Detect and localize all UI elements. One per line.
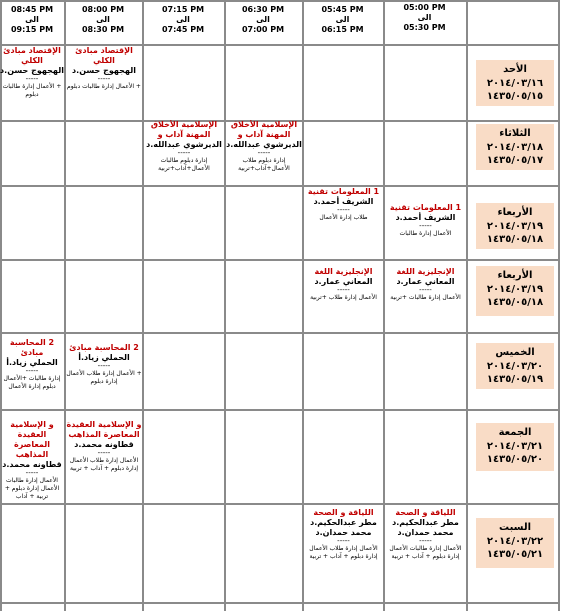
slot-end: 09:15 PM: [10, 25, 54, 34]
row-divider: [0, 503, 560, 505]
divider-text: -----: [97, 449, 111, 457]
audience-text: الأعمال إدارة طلاب الأعمال إدارة دبلوم + آداب + تربية: [309, 545, 378, 560]
course-title: اللياقة و الصحة: [313, 508, 374, 517]
day-label: [476, 203, 554, 249]
row-divider: [0, 409, 560, 411]
session-cell: [304, 508, 383, 602]
teacher-name: المعاني عمار.د: [314, 277, 373, 286]
audience-text: الأعمال إدارة طلاب الأعمال إدارة دبلوم + آداب + تربية: [69, 457, 139, 472]
row-divider: [0, 602, 560, 604]
divider-text: -----: [25, 469, 39, 477]
session-cell: [0, 46, 64, 120]
session-cell: [226, 120, 302, 185]
course-title: الإنجليزية اللغة: [314, 267, 373, 276]
divider-text: -----: [257, 149, 271, 157]
course-title: الإنجليزية اللغة: [396, 267, 455, 276]
hijri-date: ١٤٣٥/٠٥/١٧: [486, 155, 544, 166]
course-title: 1 المعلومات تقنية: [389, 203, 462, 212]
teacher-name: الشريف أحمد.د: [313, 197, 374, 206]
audience-text: طلاب إدارة الأعمال: [319, 214, 368, 221]
slot-separator: الى: [417, 13, 432, 22]
audience-text: إدارة طالبات +الأعمال دبلوم إدارة الأعمال: [3, 375, 61, 390]
audience-text: الأعمال إدارة طلاب +تربية: [310, 294, 377, 301]
session-cell: [304, 187, 383, 259]
teacher-name: الديرشوي عبدالله.د: [226, 140, 302, 149]
slot-separator: الى: [96, 15, 110, 24]
course-title: الإقتصاد مبادئ الكلي: [3, 46, 61, 65]
session-cell: [66, 46, 142, 120]
slot-end: 07:00 PM: [241, 25, 285, 34]
slot-start: 06:30 PM: [241, 5, 285, 14]
gregorian-date: ٢٠١٤/٠٣/٢٠: [486, 361, 544, 372]
audience-text: + الأعمال إدارة طالبات دبلوم: [67, 83, 141, 90]
day-label: [476, 124, 554, 170]
divider-text: -----: [419, 222, 432, 230]
time-slot-header: [64, 2, 142, 44]
course-title: 2 المحاسبة مبادئ: [69, 343, 139, 352]
divider-text: -----: [177, 149, 191, 157]
column-divider: [558, 0, 560, 611]
divider-text: -----: [337, 206, 350, 214]
course-title: و الإسلامية العقيدة المعاصرة المذاهب: [10, 420, 54, 459]
day-name: الأحد: [503, 64, 527, 75]
teacher-name: قطاونه محمد.د: [2, 460, 62, 469]
session-cell: [304, 267, 383, 332]
audience-text: الأعمال إدارة طالبات +تربية: [390, 294, 461, 301]
slot-separator: الى: [176, 15, 190, 24]
divider-text: -----: [419, 537, 432, 545]
hijri-date: ١٤٣٥/٠٥/٢٠: [486, 454, 544, 465]
slot-end: 08:30 PM: [81, 25, 125, 34]
slot-start: 08:00 PM: [81, 5, 125, 14]
hijri-date: ١٤٣٥/٠٥/١٨: [486, 297, 544, 308]
day-name: الخميس: [495, 347, 535, 358]
session-cell: [385, 508, 466, 602]
row-divider: [0, 259, 560, 261]
slot-separator: الى: [335, 15, 350, 24]
session-cell: [0, 420, 64, 503]
hijri-date: ١٤٣٥/٠٥/١٨: [486, 234, 544, 245]
column-divider: [142, 0, 144, 611]
slot-start: 05:00 PM: [403, 3, 446, 12]
gregorian-date: ٢٠١٤/٠٣/١٦: [486, 78, 544, 89]
audience-text: + الأعمال إدارة طلاب الأعمال إدارة دبلوم: [66, 370, 142, 385]
time-slot-header: [142, 2, 224, 44]
course-title: اللياقة و الصحة: [395, 508, 456, 517]
slot-separator: الى: [25, 15, 39, 24]
day-name: الجمعة: [498, 427, 532, 438]
teacher-name: الديرشوي عبدالله.د: [146, 140, 222, 149]
day-label: [476, 423, 554, 471]
column-divider: [466, 0, 468, 611]
day-name: الأربعاء: [497, 270, 533, 281]
day-label: [476, 343, 554, 389]
slot-start: 05:45 PM: [321, 5, 364, 14]
day-label: [476, 60, 554, 106]
divider-text: -----: [337, 537, 350, 545]
day-label: [476, 518, 554, 568]
audience-text: إدارة دبلوم طالبات الأعمال+آداب+تربية: [158, 157, 210, 172]
teacher-name: مطر عبدالحكيم.د محمد حمدان.د: [392, 518, 459, 537]
slot-end: 05:30 PM: [403, 23, 446, 32]
session-cell: [385, 203, 466, 259]
row-divider: [0, 332, 560, 334]
time-slot-header: [224, 2, 302, 44]
audience-text: إدارة دبلوم طلاب الأعمال+آداب+تربية: [238, 157, 290, 172]
course-title: الإسلامية الأخلاق المهنة آداب و: [230, 120, 298, 139]
time-slot-header: [302, 2, 383, 44]
day-name: الثلاثاء: [499, 128, 531, 139]
session-cell: [144, 120, 224, 185]
teacher-name: الهجهوج حسن.د: [0, 66, 64, 75]
gregorian-date: ٢٠١٤/٠٣/٢٢: [486, 536, 544, 547]
day-label: [476, 266, 554, 316]
teacher-name: قطاونه محمد.د: [74, 440, 134, 449]
day-name: الأربعاء: [497, 207, 533, 218]
gregorian-date: ٢٠١٤/٠٣/١٩: [486, 284, 544, 295]
slot-start: 08:45 PM: [10, 5, 54, 14]
session-cell: [0, 338, 64, 409]
gregorian-date: ٢٠١٤/٠٣/٢١: [486, 441, 544, 452]
divider-text: -----: [97, 362, 111, 370]
time-slot-header: [0, 2, 64, 44]
column-divider: [224, 0, 226, 611]
course-title: و الإسلامية العقيدة المعاصرة المذاهب: [66, 420, 142, 439]
divider-text: -----: [337, 286, 350, 294]
course-title: 2 المحاسبة مبادئ: [9, 338, 55, 357]
audience-text: + الأعمال إدارة طالبات دبلوم: [2, 83, 62, 98]
slot-separator: الى: [256, 15, 270, 24]
hijri-date: ١٤٣٥/٠٥/١٥: [486, 91, 544, 102]
gregorian-date: ٢٠١٤/٠٣/١٩: [486, 221, 544, 232]
session-cell: [66, 420, 142, 503]
divider-text: -----: [419, 286, 432, 294]
teacher-name: الشريف أحمد.د: [395, 213, 456, 222]
session-cell: [385, 267, 466, 332]
slot-end: 07:45 PM: [161, 25, 205, 34]
divider-text: -----: [25, 75, 39, 83]
teacher-name: مطر عبدالحكيم.د محمد حمدان.د: [310, 518, 377, 537]
gregorian-date: ٢٠١٤/٠٣/١٨: [486, 142, 544, 153]
teacher-name: المعاني عمار.د: [396, 277, 455, 286]
row-divider: [0, 185, 560, 187]
audience-text: الأعمال إدارة طالبات الأعمال إدارة دبلوم + آداب + تربية: [389, 545, 462, 560]
course-title: 1 المعلومات تقنية: [307, 187, 380, 196]
teacher-name: الحملي زياد.أ: [6, 358, 58, 367]
teacher-name: الهجهوج حسن.د: [72, 66, 136, 75]
day-name: السبت: [498, 522, 532, 533]
slot-end: 06:15 PM: [321, 25, 364, 34]
teacher-name: الحملي زياد.أ: [78, 353, 130, 362]
session-cell: [66, 343, 142, 409]
hijri-date: ١٤٣٥/٠٥/١٩: [486, 374, 544, 385]
time-slot-header: [383, 0, 466, 42]
audience-text: الأعمال إدارة طالبات: [399, 230, 452, 237]
slot-start: 07:15 PM: [161, 5, 205, 14]
course-title: الإقتصاد مبادئ الكلي: [75, 46, 133, 65]
audience-text: الأعمال إدارة طالبات الأعمال إدارة دبلوم + تربية + آداب: [4, 477, 60, 500]
divider-text: -----: [97, 75, 111, 83]
hijri-date: ١٤٣٥/٠٥/٢١: [486, 549, 544, 560]
course-title: الإسلامية الأخلاق المهنة آداب و: [150, 120, 218, 139]
divider-text: -----: [25, 367, 39, 375]
